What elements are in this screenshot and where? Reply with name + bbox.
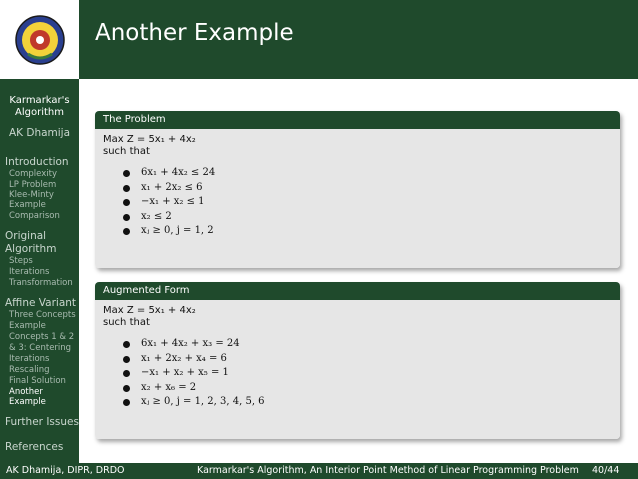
- sidebar-item[interactable]: Three Concepts: [9, 310, 76, 320]
- sidebar-section-introduction[interactable]: Introduction: [5, 156, 69, 168]
- sidebar-item[interactable]: Steps: [9, 256, 33, 266]
- sidebar-item[interactable]: Final Solution: [9, 376, 66, 386]
- constraint-text: 6x₁ + 4x₂ + x₃ = 24: [141, 338, 240, 349]
- bullet-icon: [123, 185, 130, 192]
- bullet-icon: [123, 370, 130, 377]
- bullet-icon: [123, 341, 130, 348]
- objective: Max Z = 5x₁ + 4x₂: [103, 305, 196, 316]
- sidebar-item[interactable]: Rescaling: [9, 365, 50, 375]
- logo: [0, 0, 79, 79]
- page-number: 40/44: [592, 465, 620, 476]
- title-bar: [0, 0, 638, 79]
- sidebar-item[interactable]: Example: [9, 321, 46, 331]
- sidebar-item[interactable]: Klee-Minty: [9, 190, 54, 200]
- bullet-icon: [123, 399, 130, 406]
- footer-bar: [0, 463, 638, 479]
- augmented-block-body: [95, 300, 620, 439]
- constraint-item: [121, 395, 612, 410]
- constraint-text: −x₁ + x₂ + x₅ = 1: [141, 367, 229, 378]
- sidebar-item[interactable]: Concepts 1 & 2: [9, 332, 75, 342]
- constraint-list: [121, 337, 612, 410]
- bullet-icon: [123, 199, 130, 206]
- sidebar-item[interactable]: Example: [9, 200, 46, 210]
- sidebar-item[interactable]: Comparison: [9, 211, 60, 221]
- constraint-item: [121, 381, 612, 396]
- sidebar-item-current[interactable]: Example: [9, 397, 46, 407]
- sidebar-heading-line: Karmarkar's: [9, 95, 70, 106]
- bullet-icon: [123, 170, 130, 177]
- bullet-icon: [123, 228, 130, 235]
- sidebar-item[interactable]: Iterations: [9, 267, 50, 277]
- frame-title: Another Example: [95, 20, 294, 46]
- constraint-item: [121, 352, 612, 367]
- problem-block: [95, 111, 620, 268]
- constraint-text: −x₁ + x₂ ≤ 1: [141, 196, 205, 207]
- objective: Max Z = 5x₁ + 4x₂: [103, 134, 196, 145]
- constraint-item: [121, 337, 612, 352]
- constraint-list: [121, 166, 612, 239]
- such-that-label: such that: [103, 317, 150, 328]
- constraint-item: [121, 210, 612, 225]
- constraint-text: x₂ ≤ 2: [141, 210, 172, 222]
- sidebar-item[interactable]: Complexity: [9, 169, 58, 179]
- sidebar-heading-line: Algorithm: [15, 107, 64, 118]
- sidebar-author[interactable]: AK Dhamija: [8, 127, 71, 139]
- constraint-text: xⱼ ≥ 0, j = 1, 2: [141, 225, 214, 236]
- sidebar-section-affine-variant[interactable]: Affine Variant: [5, 297, 77, 309]
- sidebar-nav: [0, 79, 79, 463]
- sidebar-item-current[interactable]: Another: [9, 387, 43, 397]
- constraint-item: [121, 366, 612, 381]
- sidebar-heading[interactable]: [0, 95, 79, 119]
- constraint-item: [121, 181, 612, 196]
- sidebar-section-original-algorithm[interactable]: Original Algorithm: [5, 230, 57, 255]
- bullet-icon: [123, 214, 130, 221]
- constraint-text: x₁ + 2x₂ ≤ 6: [141, 181, 203, 193]
- sidebar-item[interactable]: Iterations: [9, 354, 50, 364]
- sidebar-item[interactable]: LP Problem: [9, 180, 57, 190]
- footer-title: Karmarkar's Algorithm, An Interior Point Method of Linear Programming Problem: [197, 465, 579, 476]
- bullet-icon: [123, 356, 130, 363]
- sidebar-section-further-issues[interactable]: Further Issues: [5, 416, 79, 428]
- augmented-block-title: Augmented Form: [95, 282, 620, 300]
- problem-block-body: [95, 129, 620, 268]
- constraint-item: [121, 224, 612, 239]
- such-that-label: such that: [103, 146, 150, 157]
- bullet-icon: [123, 385, 130, 392]
- emblem-icon: [14, 14, 66, 66]
- constraint-text: xⱼ ≥ 0, j = 1, 2, 3, 4, 5, 6: [141, 396, 265, 407]
- sidebar-item[interactable]: & 3: Centering: [9, 343, 72, 353]
- constraint-item: [121, 195, 612, 210]
- constraint-text: x₁ + 2x₂ + x₄ = 6: [141, 352, 227, 364]
- constraint-item: [121, 166, 612, 181]
- footer-author: AK Dhamija, DIPR, DRDO: [6, 465, 125, 476]
- problem-block-title: The Problem: [95, 111, 620, 129]
- constraint-text: x₂ + x₆ = 2: [141, 381, 197, 393]
- sidebar-item[interactable]: Transformation: [9, 278, 73, 288]
- augmented-block: [95, 282, 620, 439]
- sidebar-section-references[interactable]: References: [5, 441, 64, 453]
- constraint-text: 6x₁ + 4x₂ ≤ 24: [141, 167, 216, 178]
